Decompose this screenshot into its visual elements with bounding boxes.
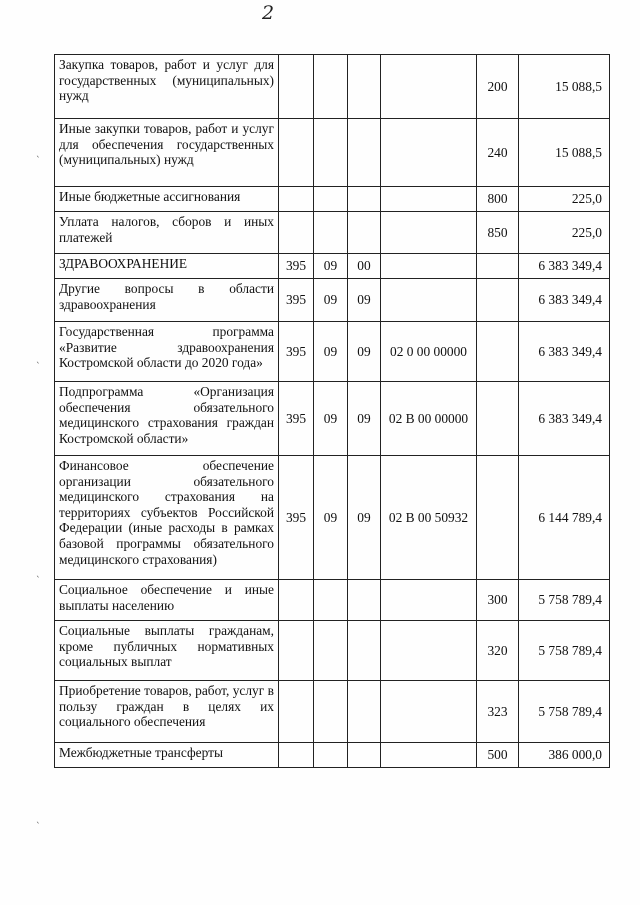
target-article-cell	[381, 187, 477, 212]
subsection-code-cell: 00	[348, 254, 381, 279]
ved-code-cell	[279, 681, 314, 743]
subsection-code-cell	[348, 681, 381, 743]
row-name-cell: Закупка товаров, работ и услуг для государственных (муниципальных) нужд	[55, 55, 279, 119]
section-code-cell	[314, 119, 348, 187]
table-row	[55, 456, 610, 580]
amount-cell: 386 000,0	[519, 743, 610, 768]
row-name-cell: Иные бюджетные ассигнования	[55, 187, 279, 212]
subsection-code-cell	[348, 187, 381, 212]
section-code-cell	[314, 681, 348, 743]
table-row	[55, 322, 610, 382]
expense-type-cell	[477, 456, 519, 580]
ved-code-cell: 395	[279, 279, 314, 322]
subsection-code-cell: 09	[348, 382, 381, 456]
section-code-cell	[314, 621, 348, 681]
expense-type-cell: 323	[477, 681, 519, 743]
row-name-cell: Уплата налогов, сборов и иных платежей	[55, 212, 279, 254]
margin-tick-mark: `	[36, 822, 41, 832]
ved-code-cell: 395	[279, 254, 314, 279]
target-article-cell	[381, 55, 477, 119]
amount-cell: 225,0	[519, 187, 610, 212]
amount-cell: 6 383 349,4	[519, 279, 610, 322]
margin-tick-mark: `	[36, 362, 41, 372]
section-code-cell	[314, 187, 348, 212]
expense-type-cell	[477, 322, 519, 382]
subsection-code-cell: 09	[348, 456, 381, 580]
ved-code-cell: 395	[279, 322, 314, 382]
margin-tick-mark: `	[36, 156, 41, 166]
section-code-cell: 09	[314, 279, 348, 322]
expense-type-cell: 320	[477, 621, 519, 681]
target-article-cell: 02 В 00 50932	[381, 456, 477, 580]
table-row	[55, 119, 610, 187]
subsection-code-cell: 09	[348, 322, 381, 382]
amount-cell: 6 383 349,4	[519, 322, 610, 382]
target-article-cell	[381, 681, 477, 743]
ved-code-cell	[279, 212, 314, 254]
amount-cell: 6 144 789,4	[519, 456, 610, 580]
table-row	[55, 55, 610, 119]
subsection-code-cell	[348, 743, 381, 768]
table-row	[55, 743, 610, 768]
subsection-code-cell	[348, 621, 381, 681]
row-name-cell: Государственная программа «Развитие здравоохранения Костромской области до 2020 года»	[55, 322, 279, 382]
ved-code-cell	[279, 119, 314, 187]
section-code-cell: 09	[314, 456, 348, 580]
section-code-cell: 09	[314, 322, 348, 382]
table-row	[55, 212, 610, 254]
subsection-code-cell: 09	[348, 279, 381, 322]
ved-code-cell: 395	[279, 456, 314, 580]
expense-type-cell	[477, 382, 519, 456]
amount-cell: 15 088,5	[519, 55, 610, 119]
amount-cell: 5 758 789,4	[519, 580, 610, 621]
section-code-cell	[314, 55, 348, 119]
subsection-code-cell	[348, 119, 381, 187]
table-row	[55, 187, 610, 212]
amount-cell: 6 383 349,4	[519, 382, 610, 456]
table-row	[55, 580, 610, 621]
budget-table	[54, 54, 610, 768]
target-article-cell: 02 0 00 00000	[381, 322, 477, 382]
target-article-cell	[381, 119, 477, 187]
row-name-cell: Иные закупки товаров, работ и услуг для обеспечения государственных (муниципальных) нужд	[55, 119, 279, 187]
amount-cell: 5 758 789,4	[519, 621, 610, 681]
section-code-cell	[314, 212, 348, 254]
subsection-code-cell	[348, 580, 381, 621]
amount-cell: 15 088,5	[519, 119, 610, 187]
table-row	[55, 681, 610, 743]
section-code-cell: 09	[314, 382, 348, 456]
subsection-code-cell	[348, 55, 381, 119]
expense-type-cell: 500	[477, 743, 519, 768]
target-article-cell	[381, 279, 477, 322]
row-name-cell: Социальное обеспечение и иные выплаты населению	[55, 580, 279, 621]
row-name-cell: Подпрограмма «Организация обеспечения обязательного медицинского страхования граждан Костромской области»	[55, 382, 279, 456]
section-code-cell	[314, 580, 348, 621]
subsection-code-cell	[348, 212, 381, 254]
table-row	[55, 254, 610, 279]
row-name-cell: Приобретение товаров, работ, услуг в пользу граждан в целях их социального обеспечения	[55, 681, 279, 743]
expense-type-cell	[477, 254, 519, 279]
expense-type-cell: 300	[477, 580, 519, 621]
section-code-cell	[314, 743, 348, 768]
expense-type-cell: 240	[477, 119, 519, 187]
target-article-cell	[381, 580, 477, 621]
ved-code-cell	[279, 621, 314, 681]
margin-tick-mark: `	[36, 576, 41, 586]
expense-type-cell: 200	[477, 55, 519, 119]
target-article-cell	[381, 212, 477, 254]
amount-cell: 6 383 349,4	[519, 254, 610, 279]
table-row	[55, 382, 610, 456]
row-name-cell: Социальные выплаты гражданам, кроме публичных нормативных социальных выплат	[55, 621, 279, 681]
row-name-cell: Межбюджетные трансферты	[55, 743, 279, 768]
ved-code-cell	[279, 55, 314, 119]
row-name-cell: ЗДРАВООХРАНЕНИЕ	[55, 254, 279, 279]
table-row	[55, 621, 610, 681]
target-article-cell	[381, 743, 477, 768]
ved-code-cell	[279, 580, 314, 621]
table-body	[55, 55, 610, 768]
row-name-cell: Другие вопросы в области здравоохранения	[55, 279, 279, 322]
target-article-cell	[381, 621, 477, 681]
row-name-cell: Финансовое обеспечение организации обязательного медицинского страхования на территориях субъектов Российской Федерации (иные расходы в рамках базовой программы обязательного медицинского страхования)	[55, 456, 279, 580]
expense-type-cell: 850	[477, 212, 519, 254]
table-row	[55, 279, 610, 322]
amount-cell: 5 758 789,4	[519, 681, 610, 743]
section-code-cell: 09	[314, 254, 348, 279]
amount-cell: 225,0	[519, 212, 610, 254]
expense-type-cell: 800	[477, 187, 519, 212]
ved-code-cell	[279, 187, 314, 212]
expense-type-cell	[477, 279, 519, 322]
ved-code-cell	[279, 743, 314, 768]
target-article-cell: 02 В 00 00000	[381, 382, 477, 456]
ved-code-cell: 395	[279, 382, 314, 456]
target-article-cell	[381, 254, 477, 279]
page-number: 2	[262, 2, 275, 24]
